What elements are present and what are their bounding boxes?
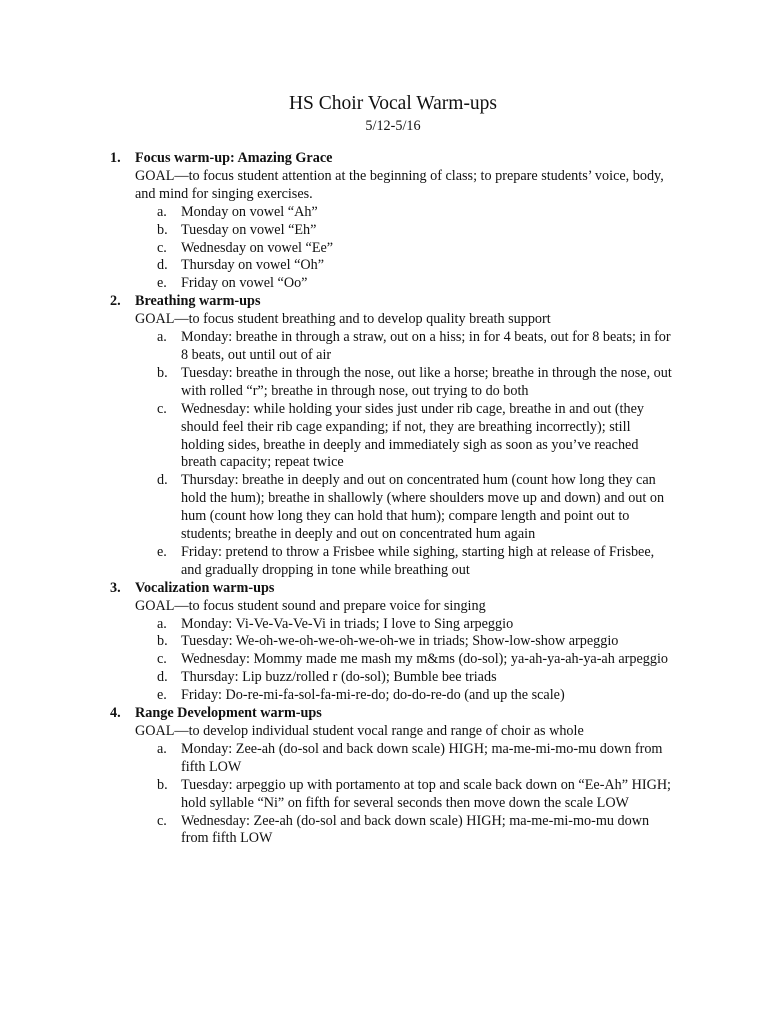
section-goal: GOAL—to focus student sound and prepare voice for singing <box>135 597 486 614</box>
item-text: Thursday on vowel “Oh” <box>181 257 325 274</box>
list-item <box>157 669 672 687</box>
item-letter: c. <box>157 812 167 829</box>
item-letter: b. <box>157 364 168 381</box>
section-heading: Vocalization warm-ups <box>135 579 275 596</box>
item-letter: d. <box>157 257 168 274</box>
item-text: Tuesday: breathe in through the nose, out like a horse; breathe in through the nose, out with rolled “r”; breathe in through nose, out trying to do both <box>181 364 672 399</box>
item-text: Tuesday on vowel “Eh” <box>181 221 317 238</box>
item-letter: b. <box>157 776 168 793</box>
list-item <box>157 221 672 240</box>
item-text: Thursday: Lip buzz/rolled r (do-sol); Bumble bee triads <box>181 669 497 686</box>
item-text: Friday: Do-re-mi-fa-sol-fa-mi-re-do; do-do-re-do (and up the scale) <box>181 687 565 704</box>
item-text: Tuesday: We-oh-we-oh-we-oh-we-oh-we in triads; Show-low-show arpeggio <box>181 633 619 650</box>
warmup-section <box>110 150 672 293</box>
item-text: Friday on vowel “Oo” <box>181 275 308 292</box>
list-item <box>157 329 672 365</box>
list-item <box>157 239 672 258</box>
list-item <box>157 740 672 777</box>
list-item <box>157 651 672 669</box>
item-text: Monday: breathe in through a straw, out on a hiss; in for 4 beats, out for 8 beats; in for 8 beats, out until out of air <box>181 329 671 363</box>
item-text: Thursday: breathe in deeply and out on concentrated hum (count how long they can hold the hum); breathe in shallowly (where shoulders move up and down) and out on hum (count how long they can hold that hum); compare length and point out to students; breathe in deeply and out on concentrated hum again <box>181 472 665 543</box>
item-letter: c. <box>157 400 167 417</box>
list-item <box>157 812 672 849</box>
item-letter: e. <box>157 275 167 292</box>
section-goal: GOAL—to focus student attention at the beginning of class; to prepare students’ voice, body, and mind for singing exercises. <box>135 167 664 202</box>
item-letter: c. <box>157 651 167 668</box>
section-goal: GOAL—to develop individual student vocal range and range of choir as whole <box>135 723 584 739</box>
item-text: Monday: Zee-ah (do-sol and back down scale) HIGH; ma-me-mi-mo-mu down from fifth LOW <box>181 740 663 775</box>
item-text: Monday on vowel “Ah” <box>181 203 318 220</box>
item-letter: c. <box>157 239 167 256</box>
list-item <box>157 615 672 634</box>
item-letter: b. <box>157 221 168 238</box>
section-items-list <box>135 616 672 706</box>
item-text: Wednesday: Zee-ah (do-sol and back down scale) HIGH; ma-me-mi-mo-mu down from fifth LOW <box>181 812 650 847</box>
item-text: Monday: Vi-Ve-Va-Ve-Vi in triads; I love to Sing arpeggio <box>181 615 514 632</box>
section-heading: Focus warm-up: Amazing Grace <box>135 150 333 166</box>
list-item <box>157 400 672 473</box>
list-item <box>157 275 672 293</box>
section-number: 3. <box>110 579 121 596</box>
list-item <box>157 633 672 651</box>
warmup-section <box>110 705 672 848</box>
list-item <box>157 687 672 705</box>
list-item <box>157 543 672 580</box>
section-items-list <box>135 204 672 294</box>
item-letter: a. <box>157 203 167 220</box>
warmup-section <box>110 580 672 705</box>
section-number: 1. <box>110 150 121 166</box>
item-letter: d. <box>157 669 168 686</box>
section-heading: Breathing warm-ups <box>135 293 261 310</box>
list-item <box>157 203 672 222</box>
section-items-list <box>135 741 672 848</box>
item-letter: d. <box>157 472 168 489</box>
item-text: Wednesday: while holding your sides just under rib cage, breathe in and out (they should feel their rib cage expanding; if not, they are breathing incorrectly); still holding sides, breathe in deeply and immediately sigh as soon as you’ve reached breath capacity; repeat twice <box>181 400 644 471</box>
item-letter: a. <box>157 740 167 757</box>
section-items-list <box>135 329 672 580</box>
warmup-sections-list <box>110 150 672 848</box>
item-text: Wednesday: Mommy made me mash my m&ms (do-sol); ya-ah-ya-ah-ya-ah arpeggio <box>181 651 669 668</box>
section-number: 4. <box>110 705 121 722</box>
section-goal: GOAL—to focus student breathing and to develop quality breath support <box>135 311 551 328</box>
document-title: HS Choir Vocal Warm-ups <box>288 93 498 114</box>
list-item <box>157 364 672 401</box>
warmup-section <box>110 293 672 580</box>
document-dates: 5/12-5/16 <box>365 118 421 134</box>
list-item <box>157 257 672 275</box>
section-number: 2. <box>110 293 121 310</box>
item-letter: b. <box>157 633 168 650</box>
item-letter: e. <box>157 687 167 704</box>
item-letter: a. <box>157 329 167 346</box>
item-letter: e. <box>157 543 167 560</box>
list-item <box>157 472 672 544</box>
item-text: Wednesday on vowel “Ee” <box>181 239 334 256</box>
item-text: Friday: pretend to throw a Frisbee while sighing, starting high at release of Frisbee, and gradually dropping in tone while breathing out <box>181 543 655 578</box>
item-text: Tuesday: arpeggio up with portamento at top and scale back down on “Ee-Ah” HIGH; hold syllable “Ni” on fifth for several seconds then move down the scale LOW <box>181 776 672 811</box>
item-letter: a. <box>157 615 167 632</box>
list-item <box>157 776 672 813</box>
section-heading: Range Development warm-ups <box>135 705 322 722</box>
